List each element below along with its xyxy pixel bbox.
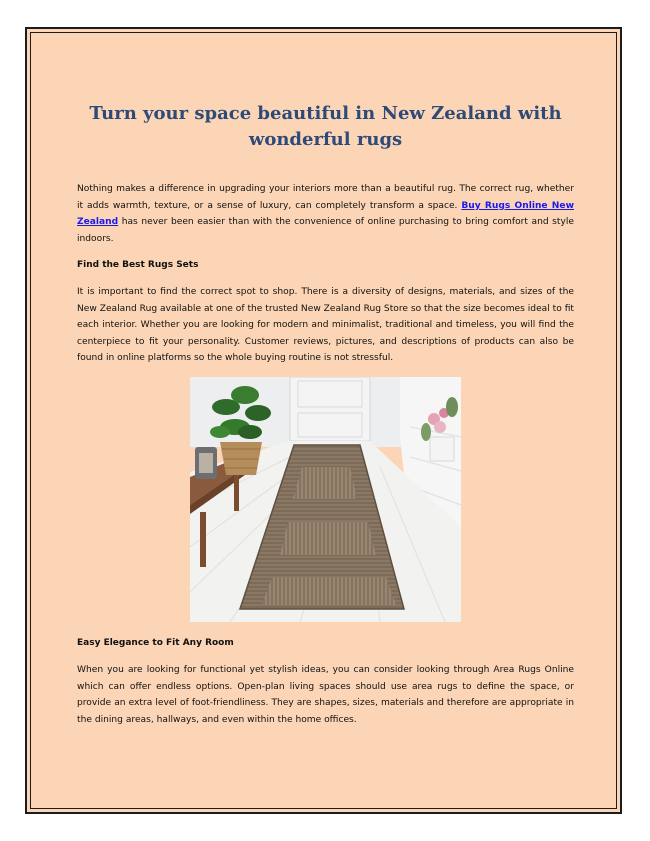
section-body-best-rugs: It is important to find the correct spot to shop. There is a diversity of designs, materials, and sizes of the New Zealand Rug available at one of the trusted New Zealand Rug Store so that the size becomes ideal to fit each interior. Whether you are looking for modern and minimalist, traditional and timeless, you will find the centerpiece to fit your personality. Customer reviews, pictures, and descriptions of products can also be found in online platforms so the whole buying routine is not stressful. [77, 287, 574, 363]
section-body-easy-elegance: When you are looking for functional yet stylish ideas, you can consider looking through Area Rugs Online which can offer endless options. Open-plan living spaces should use area rugs to define the space, or provide an extra level of foot-friendliness. They are shapes, sizes, materials and therefore are appropriate in the dining areas, hallways, and even within the home offices. [77, 665, 574, 725]
section-heading-easy-elegance: Easy Elegance to Fit Any Room [77, 638, 234, 648]
intro-paragraph [77, 181, 574, 247]
document-title: Turn your space beautiful in New Zealand with wonderful rugs [89, 103, 562, 150]
section-heading-best-rugs: Find the Best Rugs Sets [77, 260, 199, 270]
intro-text-start: Nothing makes a difference in upgrading your interiors more than a beautiful rug. The correct rug, whether it adds warmth, texture, or a sense of luxury, can completely transform a space. [77, 184, 574, 211]
buy-rugs-online-link[interactable]: Buy Rugs Online New Zealand [77, 200, 574, 227]
rug-hallway-photo [190, 377, 461, 622]
intro-text-end: has never been easier than with the convenience of online purchasing to bring comfort and style indoors. [77, 217, 574, 244]
